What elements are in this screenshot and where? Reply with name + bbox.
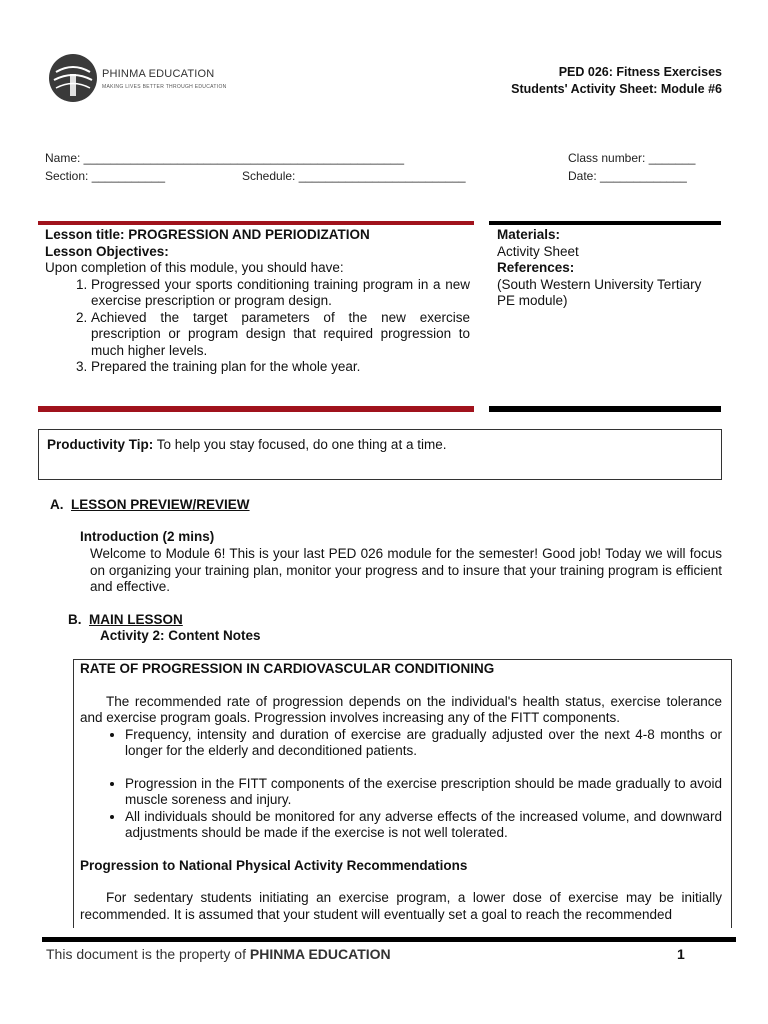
content-heading: RATE OF PROGRESSION IN CARDIOVASCULAR CONDITIONING (80, 661, 495, 676)
footer-rule (42, 937, 736, 942)
bullet-item: • Progression in the FITT components of the exercise prescription should be made gradually to avoid muscle soreness and injury. (125, 776, 722, 809)
references-value: (South Western University Tertiary PE module) (497, 276, 702, 308)
content-notes (80, 661, 722, 923)
red-divider-top (38, 221, 474, 225)
objective-item: 1. Progressed your sports conditioning training program in a new exercise prescription or program design. (91, 277, 470, 310)
bullet-item: • Frequency, intensity and duration of exercise are gradually adjusted over the next 4-8 months or longer for the elderly and deconditioned patients. (125, 727, 722, 760)
materials-block (497, 227, 722, 310)
bullet-item: • All individuals should be monitored for any adverse effects of the increased volume, and downward adjustments should be made if the exercise is not well tolerated. (125, 809, 722, 842)
logo-tagline: MAKING LIVES BETTER THROUGH EDUCATION (102, 84, 227, 90)
sheet-title: Students' Activity Sheet: Module #6 (511, 82, 722, 96)
page-number: 1 (677, 946, 685, 962)
objective-item: 2. Achieved the target parameters of the new exercise prescription or program design that required progression to much higher levels. (91, 310, 470, 360)
lesson-objectives-block (45, 227, 470, 376)
black-divider-top (489, 221, 721, 225)
activity-title: Activity 2: Content Notes (100, 628, 261, 643)
logo-name: PHINMA EDUCATION (102, 68, 215, 80)
objectives-intro: Upon completion of this module, you should have: (45, 260, 344, 275)
productivity-tip: Productivity Tip: To help you stay focused, do one thing at a time. (47, 437, 447, 452)
objective-item: 3. Prepared the training plan for the whole year. (91, 359, 470, 376)
section-b-heading: B. MAIN LESSON (68, 612, 183, 627)
section-a-heading: A. LESSON PREVIEW/REVIEW (50, 497, 250, 512)
objectives-label: Lesson Objectives: (45, 243, 169, 259)
date-field: Date: _____________ (568, 169, 687, 183)
class-number-field: Class number: _______ (568, 151, 696, 165)
black-divider-bottom (489, 406, 721, 412)
materials-value: Activity Sheet (497, 243, 579, 259)
name-field: Name: ________________________________________________ (45, 151, 405, 165)
content-subheading: Progression to National Physical Activity Recommendations (80, 857, 468, 873)
schedule-field: Schedule: _________________________ (242, 169, 466, 183)
content-paragraph: The recommended rate of progression depends on the individual's health status, exercise tolerance and exercise program goals. Progression involves increasing any of the FITT components. (80, 693, 722, 725)
course-title: PED 026: Fitness Exercises (558, 65, 722, 79)
content-bullets (80, 727, 722, 842)
lesson-title: Lesson title: PROGRESSION AND PERIODIZATION (45, 227, 370, 242)
objectives-list (45, 277, 470, 376)
section-field: Section: ___________ (45, 169, 166, 183)
references-label: References: (497, 260, 575, 275)
document-header (511, 64, 722, 98)
footer-property-notice: This document is the property of PHINMA EDUCATION (46, 946, 391, 962)
red-divider-bottom (38, 406, 474, 412)
introduction-body: Welcome to Module 6! This is your last PED 026 module for the semester! Good job! Today we will focus on organizing your training plan, monitor your progress and to insure that your training program is efficient and effective. (90, 546, 722, 594)
content-paragraph-2: For sedentary students initiating an exercise program, a lower dose of exercise may be initially recommended. It is assumed that your student will eventually set a goal to reach the recommended (80, 890, 722, 922)
introduction-title: Introduction (2 mins) (80, 529, 215, 544)
materials-label: Materials: (497, 227, 561, 242)
